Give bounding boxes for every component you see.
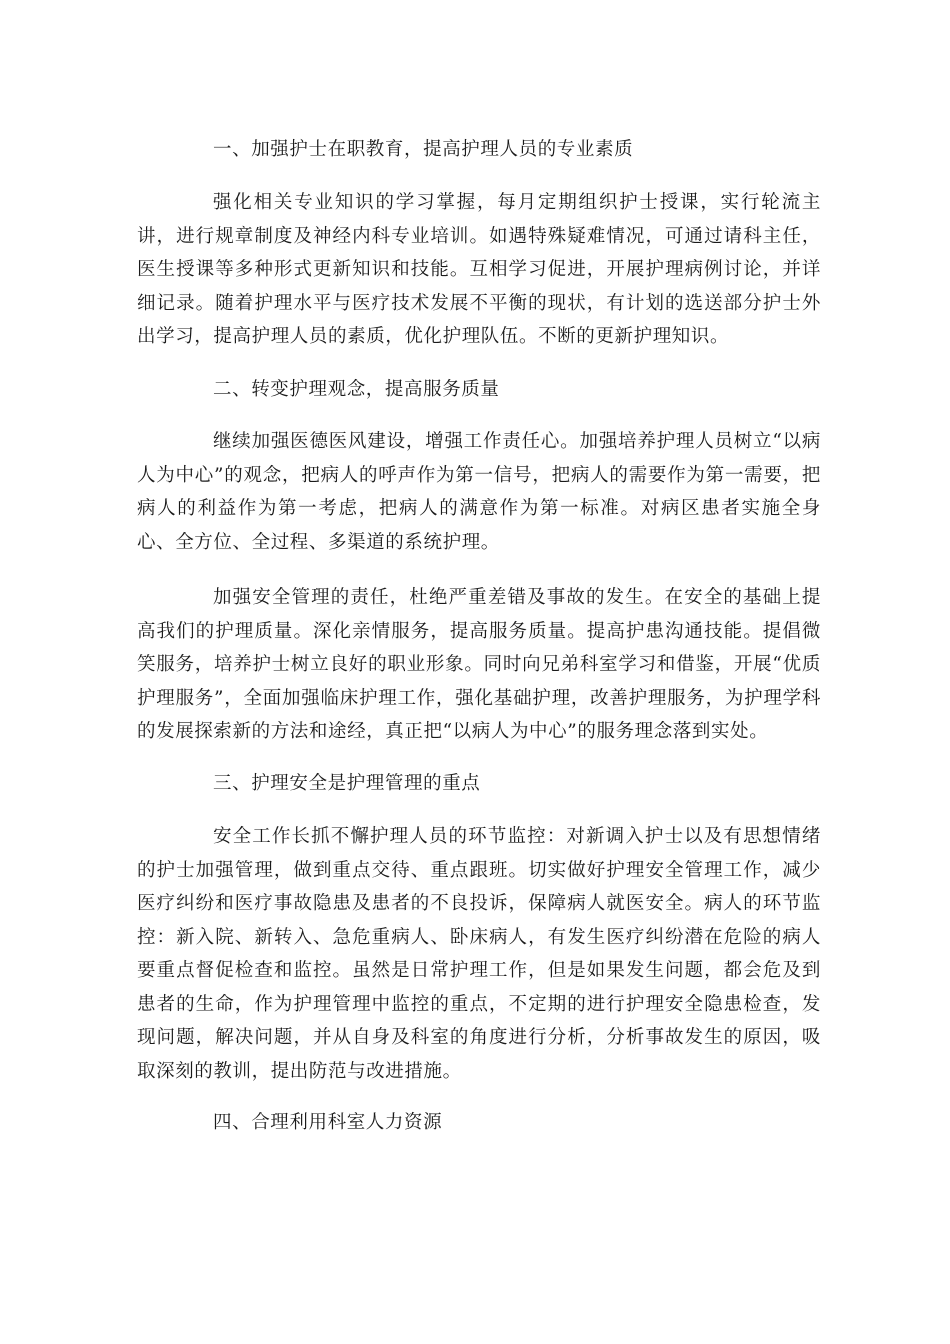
- section-heading-1: 一、加强护士在职教育，提高护理人员的专业素质: [213, 139, 634, 160]
- section-heading-3: 三、护理安全是护理管理的重点: [213, 773, 481, 794]
- section-heading-4: 四、合理利用科室人力资源: [213, 1112, 443, 1133]
- paragraph-4: 安全工作长抓不懈护理人员的环节监控：对新调入护士以及有思想情绪的护士加强管理，做到重点交待、重点跟班。切实做好护理安全管理工作，减少医疗纠纷和医疗事故隐患及患者的不良投诉，保障病人就医安全。病人的环节监控：新入院、新转入、急危重病人、卧床病人，有发生医疗纠纷潜在危险的病人要重点督促检查和监控。虽然是日常护理工作，但是如果发生问题，都会危及到患者的生命，作为护理管理中监控的重点，不定期的进行护理安全隐患检查，发现问题，解决问题，并从自身及科室的角度进行分析，分析事故发生的原因，吸取深刻的教训，提出防范与改进措施。: [137, 826, 821, 1082]
- paragraph-3: 加强安全管理的责任，杜绝严重差错及事故的发生。在安全的基础上提高我们的护理质量。深化亲情服务，提高服务质量。提高护患沟通技能。提倡微笑服务，培养护士树立良好的职业形象。同时向兄弟科室学习和借鉴，开展“优质护理服务”，全面加强临床护理工作，强化基础护理，改善护理服务，为护理学科的发展探索新的方法和途经，真正把“以病人为中心”的服务理念落到实处。: [137, 587, 821, 742]
- section-heading-2: 二、转变护理观念，提高服务质量: [213, 379, 500, 400]
- paragraph-2: 继续加强医德医风建设，增强工作责任心。加强培养护理人员树立“以病人为中心”的观念，把病人的呼声作为第一信号，把病人的需要作为第一需要，把病人的利益作为第一考虑，把病人的满意作为第一标准。对病区患者实施全身心、全方位、全过程、多渠道的系统护理。: [137, 431, 821, 553]
- paragraph-1: 强化相关专业知识的学习掌握，每月定期组织护士授课，实行轮流主讲，进行规章制度及神经内科专业培训。如遇特殊疑难情况，可通过请科主任，医生授课等多种形式更新知识和技能。互相学习促进，开展护理病例讨论，并详细记录。随着护理水平与医疗技术发展不平衡的现状，有计划的选送部分护士外出学习，提高护理人员的素质，优化护理队伍。不断的更新护理知识。: [137, 192, 821, 347]
